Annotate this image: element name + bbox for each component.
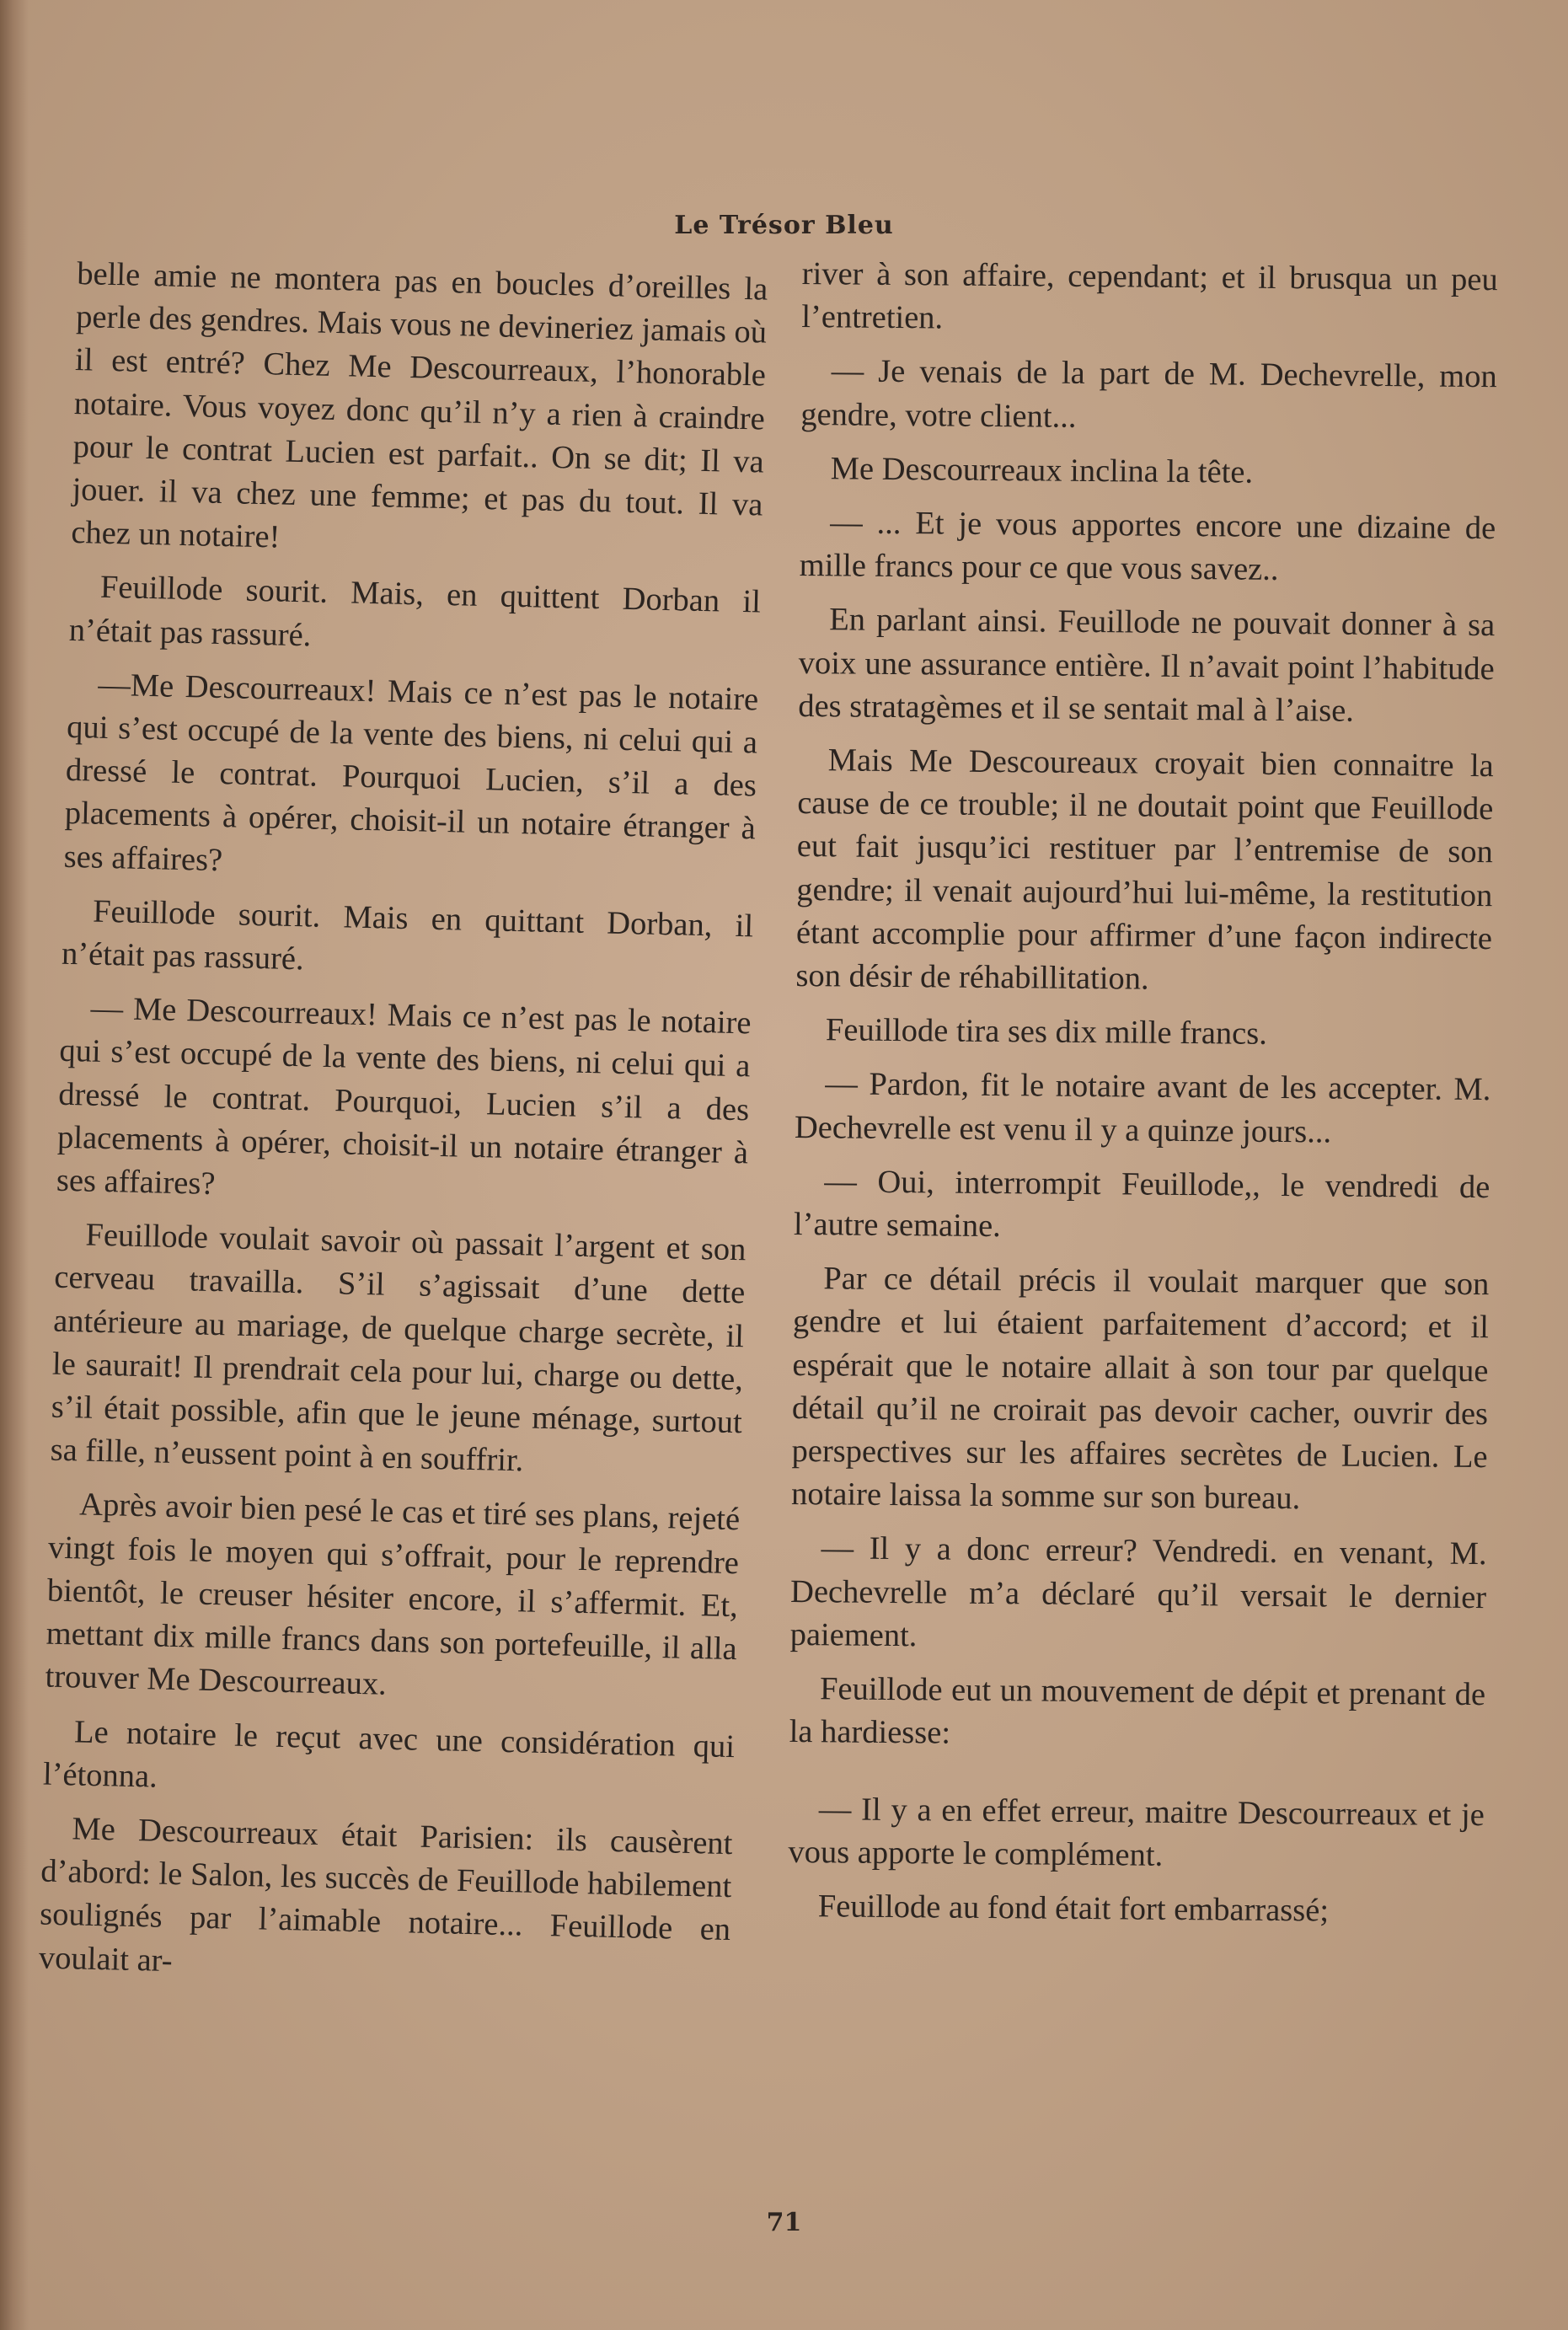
- page-number: 71: [766, 2208, 802, 2237]
- paragraph: Feuillode au fond était fort embarrassé;: [817, 1888, 1330, 1929]
- paragraph: Feuillode sourit. Mais en quittant Dorban, il n’était pas rassuré.: [61, 893, 754, 978]
- paragraph: — Je venais de la part de M. Dechevrelle, mon gendre, votre client...: [800, 353, 1497, 435]
- paragraph: Après avoir bien pesé le cas et tiré ses plans, rejeté vingt fois le moyen qui s’offrait, pour le reprendre bientôt, le creuser hésiter encore, il s’affermit. Et, mettant dix mille francs dans son portefeuille, il alla trouver Me Descourreaux.: [45, 1486, 741, 1703]
- paragraph: Me Descourreaux inclina la tête.: [830, 451, 1254, 490]
- paragraph: — Me Descourreaux! Mais ce n’est pas le notaire qui s’est occupé de la vente des biens, ni celui qui a dressé le contrat. Pourquoi, Lucien s’il a des placements à opérer, choisit-il un notaire étranger à ses affaires?: [56, 990, 752, 1202]
- paragraph: — Il y a donc erreur? Vendredi. en venant, M. Dechevrelle m’a déclaré qu’il versait le dernier paiement.: [789, 1530, 1487, 1654]
- paragraph: Mais Me Descoureaux croyait bien connaitre la cause de ce trouble; il ne doutait point que Feuillode eut fait jusqu’ici restituer par l’entremise de son gendre; il venait aujourd’hui lui-même, la restitution étant accomplie pour affirmer d’une façon indirecte son désir de réhabillitation.: [795, 742, 1494, 997]
- paragraph: — ... Et je vous apportes encore une dizaine de mille francs pour ce que vous savez..: [799, 505, 1496, 588]
- paragraph: Feuillode sourit. Mais, en quittent Dorban il n’était pas rassuré.: [68, 570, 762, 654]
- paragraph: Feuillode eut un mouvement de dépit et prenant de la hardiesse:: [789, 1671, 1486, 1751]
- paragraph: — Il y a en effet erreur, maitre Descourreaux et je vous apporte le complément.: [788, 1791, 1485, 1873]
- paragraph: Le notaire le reçut avec une considération qui l’étonna.: [42, 1713, 736, 1795]
- paragraph: En parlant ainsi. Feuillode ne pouvait donner à sa voix une assurance entière. Il n’avait point l’habitude des stratagèmes et il se sentait mal à l’aise.: [798, 602, 1496, 729]
- paragraph: —Me Descourreaux! Mais ce n’est pas le notaire qui s’est occupé de la vente des biens, ni celui qui a dressé le contrat. Pourquoi Lucien, s’il a des placements à opérer, choisit-il un notaire étranger à ses affaires?: [63, 667, 759, 878]
- paragraph: — Oui, interrompit Feuillode,, le vendredi de l’autre semaine.: [793, 1164, 1490, 1245]
- paragraph: Par ce détail précis il voulait marquer que son gendre et lui étaient parfaitement d’accord; et il espérait que le notaire allait à son tour par quelque détail qu’il ne croirait pas devoir cacher, ouvrir des perspectives sur les affaires secrètes de Lucien. Le notaire laissa la somme sur son bureau.: [790, 1261, 1490, 1517]
- left-column: [38, 253, 768, 2006]
- right-column: [788, 253, 1498, 1945]
- running-head: Le Trésor Bleu: [674, 211, 894, 240]
- paragraph: — Pardon, fit le notaire avant de les accepter. M. Dechevrelle est venu il y a quinze jours...: [794, 1066, 1491, 1150]
- paragraph: Me Descourreaux était Parisien: ils causèrent d’abord: le Salon, les succès de Feuillode habilement soulignés par l’aimable notaire... Feuillode en voulait ar-: [38, 1811, 733, 1979]
- paragraph: Feuillode voulait savoir où passait l’argent et son cerveau travailla. S’il s’agissait d’une dette antérieure au mariage, de quelque charge secrète, il le saurait! Il prendrait cela pour lui, charge ou dette, s’il était possible, afin que le jeune ménage, surtout sa fille, n’eussent point à en souffrir.: [50, 1217, 747, 1479]
- paragraph: river à son affaire, cependant; et il brusqua un peu l’entretien.: [801, 255, 1498, 336]
- paragraph: belle amie ne montera pas en boucles d’oreilles la perle des gendres. Mais vous ne devineriez jamais où il est entré? Chez Me Descourreaux, l’honorable notaire. Vous voyez donc qu’il n’y a rien à craindre pour le contrat Lucien est parfait.. On se dit; Il va jouer. il va chez une femme; et pas du tout. Il va chez un notaire!: [70, 255, 768, 555]
- spine-shadow: [0, 0, 29, 2330]
- paragraph: Feuillode tira ses dix mille francs.: [825, 1012, 1268, 1053]
